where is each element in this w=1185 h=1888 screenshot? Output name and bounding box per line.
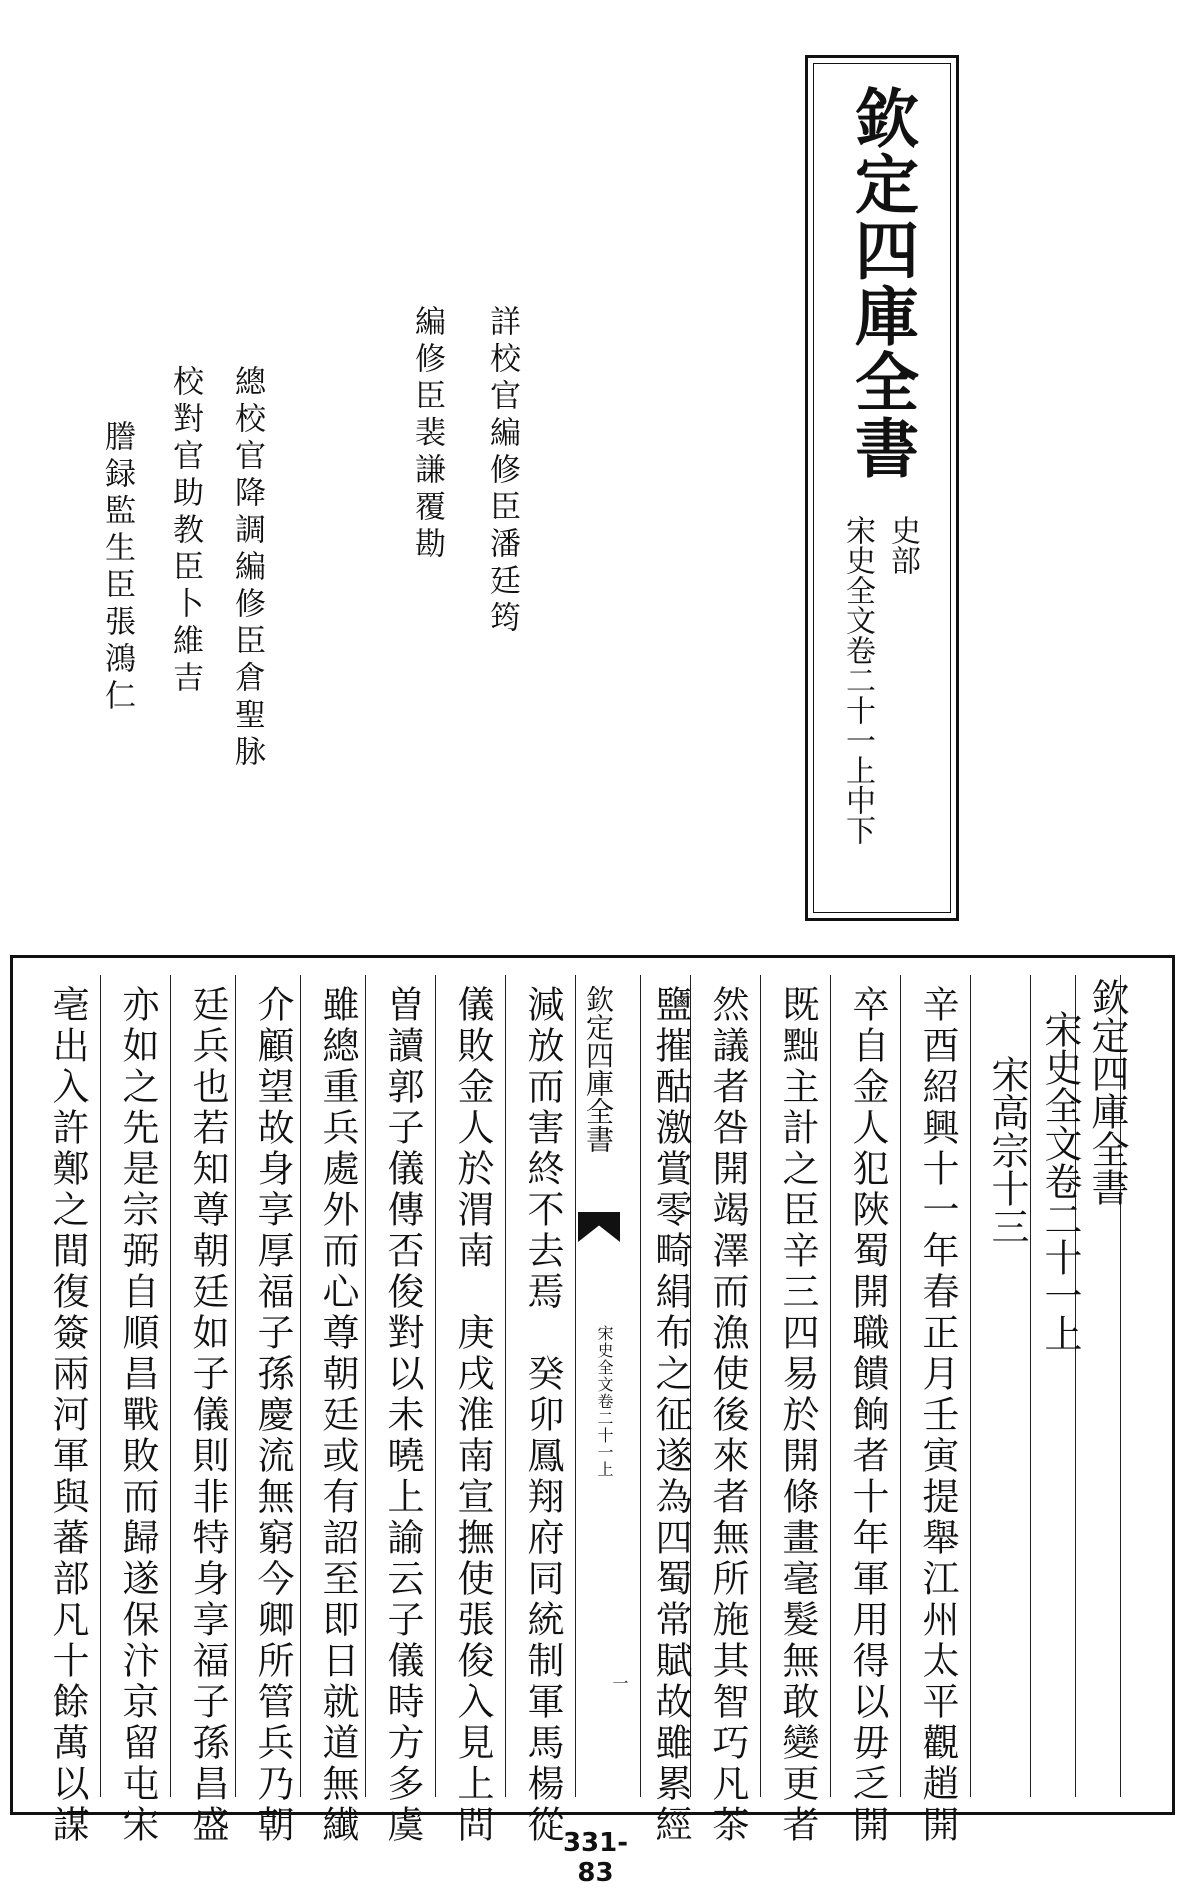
text-column: 然議者咎開竭澤而漁使後來者無所施其智巧凡茶 — [706, 985, 749, 1846]
text-column: 介顧望故身享厚福子孫慶流無窮今卿所管兵乃朝 — [251, 985, 294, 1846]
text-column: 儀敗金人於渭南 庚戌淮南宣撫使張俊入見上問 — [451, 985, 494, 1846]
page-book-title: 宋史全文卷二十一上 — [1038, 1010, 1082, 1352]
column-rule — [235, 975, 236, 1797]
text-column: 鹽摧酤激賞零畸絹布之征遂為四蜀常賦故雖累經 — [649, 985, 692, 1846]
column-rule — [640, 975, 641, 1797]
center-fold-rule — [575, 975, 576, 1797]
column-rule — [760, 975, 761, 1797]
text-column: 卒自金人犯陜蜀開職饋餉者十年軍用得以毋乏開 — [846, 985, 889, 1846]
fold-header-title: 欽定四庫全書 — [582, 985, 615, 1153]
text-column: 辛酉紹興十一年春正月壬寅提舉江州太平觀趙開 — [916, 985, 959, 1846]
column-rule — [435, 975, 436, 1797]
reign-heading: 宋高宗十三 — [985, 1055, 1029, 1245]
main-title: 欽定四庫全書 — [844, 85, 919, 481]
column-rule — [300, 975, 301, 1797]
text-column: 廷兵也若知尊朝廷如子儀則非特身享福子孫昌盛 — [186, 985, 229, 1846]
section-label: 史部 — [885, 515, 920, 575]
text-column: 亦如之先是宗弼自順昌戰敗而歸遂保汴京留屯宋 — [116, 985, 159, 1846]
column-rule — [970, 975, 971, 1797]
column-rule — [170, 975, 171, 1797]
text-column: 減放而害終不去焉 癸卯鳳翔府同統制軍馬楊從 — [521, 985, 564, 1846]
text-column: 既黜主計之臣辛三四易於開條畫毫髮無敢變更者 — [776, 985, 819, 1846]
column-rule — [365, 975, 366, 1797]
column-rule — [900, 975, 901, 1797]
staff-credit: 編修臣裴謙覆勘 — [409, 305, 445, 564]
page-header-title: 欽定四庫全書 — [1085, 978, 1129, 1206]
staff-credit: 校對官助教臣卜維吉 — [167, 365, 203, 698]
staff-credit: 謄録監生臣張鴻仁 — [99, 420, 135, 716]
column-rule — [830, 975, 831, 1797]
book-label: 宋史全文卷二十一上中下 — [840, 515, 875, 845]
staff-credit: 詳校官編修臣潘廷筠 — [484, 305, 520, 638]
column-rule — [100, 975, 101, 1797]
fold-margin-label: 宋史全文卷二十一上 — [595, 1325, 614, 1478]
page-number: 331-83 — [562, 1828, 629, 1888]
column-rule — [505, 975, 506, 1797]
text-column: 亳出入許鄭之間復簽兩河軍與蕃部凡十餘萬以謀 — [46, 985, 89, 1846]
column-rule — [1030, 975, 1031, 1797]
text-column: 雖總重兵處外而心尊朝廷或有詔至即日就道無纎 — [316, 985, 359, 1846]
text-column: 曽讀郭子儀傳否俊對以未曉上諭云子儀時方多虞 — [381, 985, 424, 1846]
staff-credit: 總校官降調編修臣倉聖脉 — [229, 365, 265, 772]
fold-folio-number: 一 — [610, 1675, 629, 1691]
